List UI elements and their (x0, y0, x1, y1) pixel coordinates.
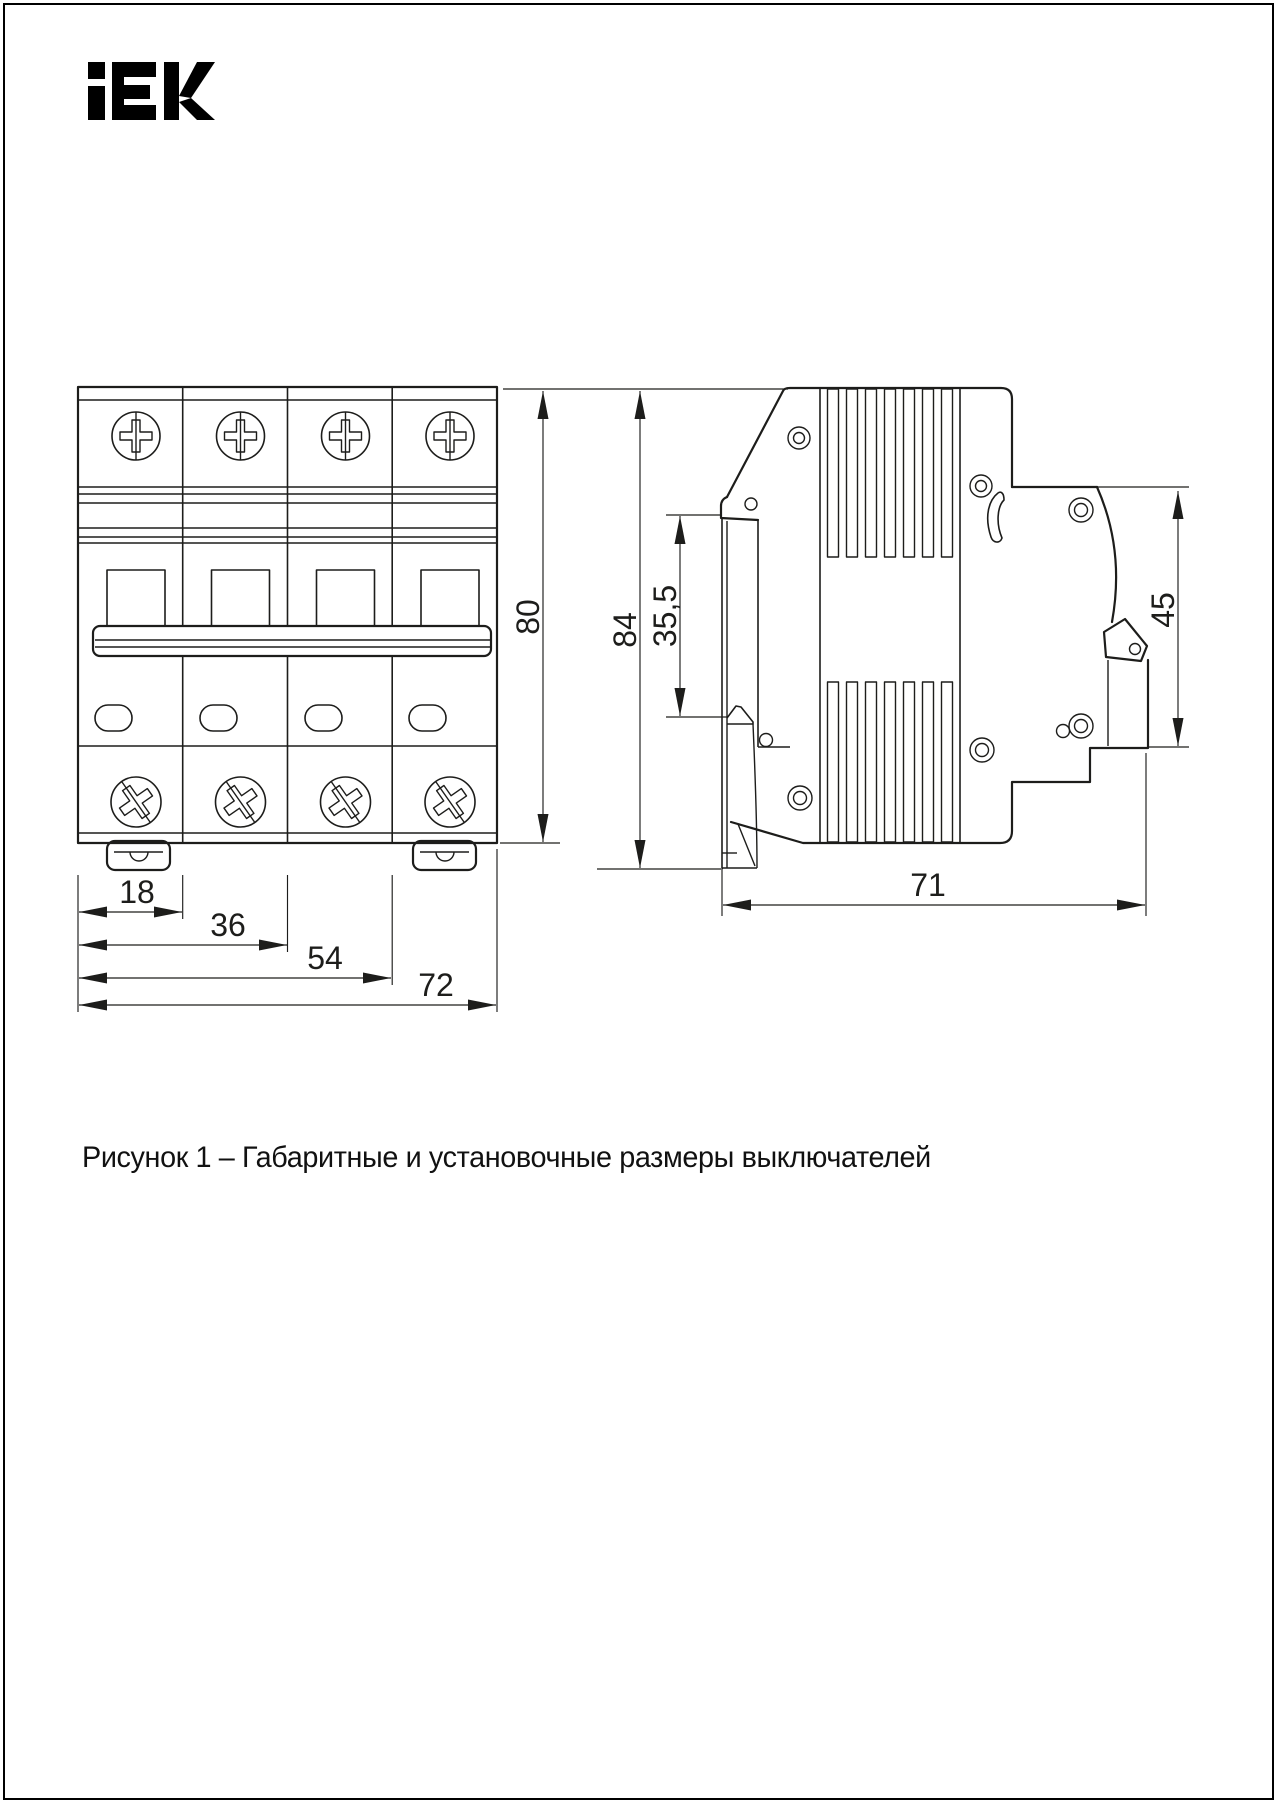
toggle-lever (1104, 619, 1147, 661)
figure-caption: Рисунок 1 – Габаритные и установочные размеры выключателей (82, 1141, 931, 1174)
dim-35-5-label: 35,5 (647, 584, 683, 648)
din-clip (107, 841, 476, 870)
dim-45-label: 45 (1145, 592, 1181, 628)
terminal-screw-icon (112, 412, 474, 460)
iek-logo (88, 62, 215, 120)
side-view-dimensions (597, 391, 1189, 916)
rivet-icons (745, 427, 1093, 810)
kidney-slot (988, 492, 1004, 542)
vent-slats (820, 389, 960, 842)
bottom-terminal-screw-icon (88, 754, 499, 851)
trip-bar (93, 626, 491, 656)
dim-72-label: 72 (418, 967, 454, 1003)
side-view (721, 388, 1148, 868)
dim-80-label: 80 (510, 599, 546, 635)
toggle-handles (107, 570, 479, 626)
dim-36-label: 36 (210, 907, 246, 943)
front-view (78, 387, 498, 870)
front-view-dimensions (78, 391, 560, 1012)
dim-18-label: 18 (119, 874, 155, 910)
din-release-clip (722, 518, 757, 868)
dim-84-label: 84 (607, 612, 643, 648)
dim-71-label: 71 (910, 867, 946, 903)
dim-54-label: 54 (307, 940, 343, 976)
indicator-windows (95, 705, 446, 731)
